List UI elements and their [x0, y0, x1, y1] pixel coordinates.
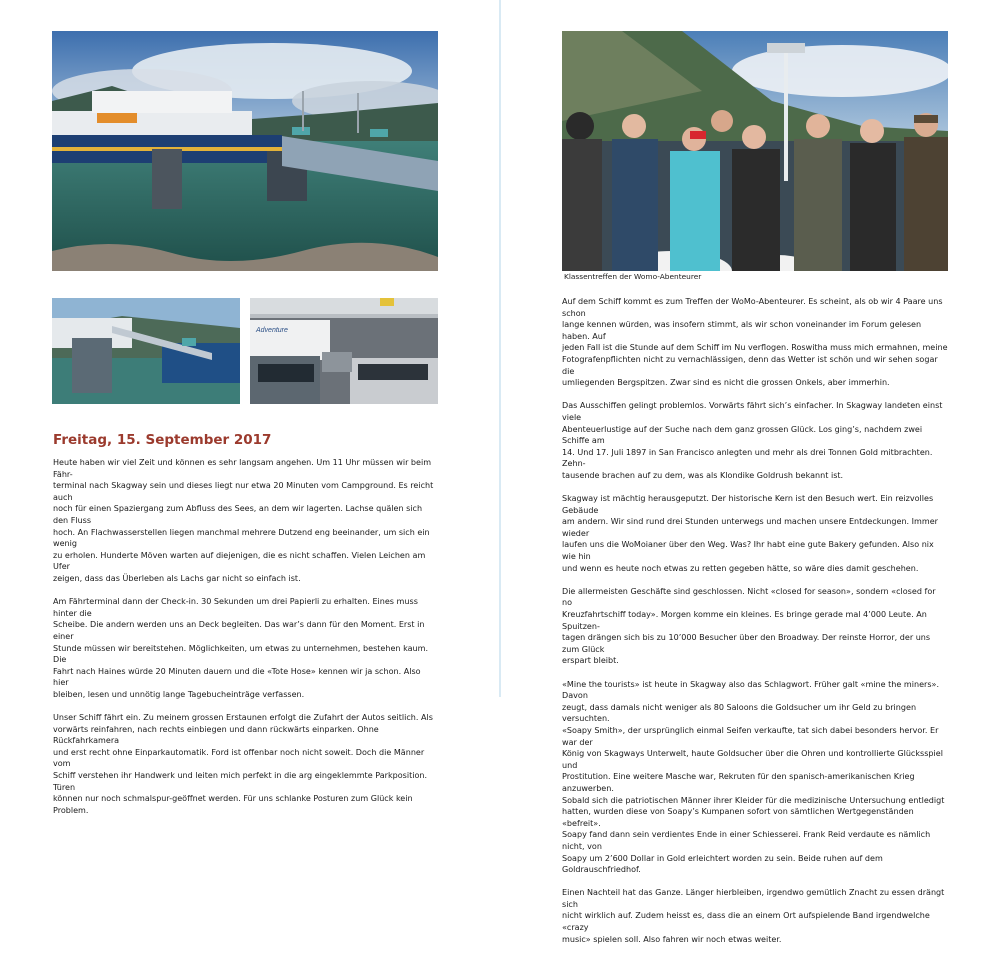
text-line: Unser Schiff fährt ein. Zu meinem grossen Erstaunen erfolgt die Zufahrt der Autos seitlich. Als [53, 713, 433, 723]
text-line: music» spielen soll. Also fahren wir noch etwas weiter. [562, 934, 782, 944]
paragraph [562, 400, 948, 481]
text-line: Fahrt nach Haines würde 20 Minuten dauern und die «Tote Hose» kennen wir ja schon. Also hier [53, 666, 421, 688]
paragraph [53, 596, 438, 700]
text-line: «Mine the tourists» ist heute in Skagway also das Schlagwort. Früher galt «mine the miners». Davon [562, 679, 940, 701]
text-line: Soapy fand dann sein verdientes Ende in einer Schiesserei. Frank Reid verdaute es nämlich nicht, von [562, 830, 931, 851]
text-line: Skagway ist mächtig herausgeputzt. Der historische Kern ist den Besuch wert. Ein reizvolles Gebäude [562, 494, 934, 515]
paragraph [562, 887, 948, 945]
text-line: umliegenden Bergspitzen. Zwar sind es nicht die grossen Onkels, aber immerhin. [562, 378, 890, 388]
text-line: Kreuzfahrtschiff today». Morgen komme ein kleines. Es bringe gerade mal 4’000 Leute. An Spuitzen- [562, 610, 927, 631]
text-line: zeugt, dass damals nicht weniger als 80 Saloons die Goldsucher um ihr Geld zu bringen versuchten. [562, 702, 917, 724]
paragraph [53, 712, 438, 816]
text-line: und erst recht ohne Einparkautomatik. Ford ist offenbar noch nicht soweit. Doch die Männer vom [53, 747, 425, 769]
text-line: Stunde müssen wir bereitstehen. Möglichkeiten, um etwas zu unternehmen, bestehen kaum. Die [53, 643, 429, 665]
text-line: Heute haben wir viel Zeit und können es sehr langsam angehen. Um 11 Uhr müssen wir beim Fähr- [53, 458, 432, 479]
text-line: zeigen, dass das Überleben als Lachs gar nicht so einfach ist. [53, 573, 301, 583]
text-line: noch für einen Spaziergang zum Abfluss des Sees, an dem wir lagerten. Lachse quälen sich den Fluss [53, 504, 423, 525]
text-line: bleiben, lesen und unnötig lange Tagebucheinträge verfassen. [53, 689, 305, 699]
text-line: Auf dem Schiff kommt es zum Treffen der WoMo-Abenteurer. Es scheint, als ob wir 4 Paare uns schon [562, 297, 943, 318]
photo-caption: Klassentreffen der Womo-Abenteurer [564, 272, 702, 281]
text-line: Sobald sich die patriotischen Männer ihrer Kleider für die medizinische Untersuchung entledigt [562, 795, 945, 805]
paragraph [562, 586, 948, 667]
text-line: zu erholen. Hunderte Möven warten auf diejenigen, die es nicht schaffen. Vielen Leichen am Ufer [53, 550, 426, 572]
text-line: erspart bleibt. [562, 656, 619, 666]
text-line: «Soapy Smith», der ursprünglich einmal Seifen verkaufte, tat sich dabei besonders hervor. Er war der [562, 725, 939, 747]
text-line: Schiff verstehen ihr Handwerk und leiten mich perfekt in die arg eingeklemmte Parkposition. Türen [53, 771, 428, 792]
car-deck-sign: Adventure [256, 327, 288, 334]
right-text-column [562, 296, 948, 957]
text-line: Soapy um 2’600 Dollar in Gold erleichtert worden zu sein. Beide ruhen auf dem Goldrauschfriedhof. [562, 853, 883, 875]
day-heading: Freitag, 15. September 2017 [53, 432, 272, 448]
text-line: Das Ausschiffen gelingt problemlos. Vorwärts fährt sich’s einfacher. In Skagway landeten einst viele [562, 401, 943, 422]
paragraph [562, 296, 948, 389]
text-line: hoch. An Flachwasserstellen liegen manchmal mehrere Dutzend eng beeinander, um sich ein wenig [53, 527, 430, 549]
paragraph [562, 493, 948, 574]
text-line: tagen drängen sich bis zu 10’000 Besucher über den Broadway. Der reinste Horror, der uns zum Glück [562, 633, 931, 654]
text-line: Prostitution. Eine weitere Masche war, Rekruten für den spanisch-amerikanischen Krieg anzuwerben. [562, 772, 915, 793]
text-line: am andern. Wir sind rund drei Stunden unterwegs und machen unsere Entdeckungen. Immer wieder [562, 517, 938, 538]
text-line: lange kennen würden, was insofern stimmt, als wir schon voneinander im Forum gelesen haben. Auf [562, 320, 922, 341]
text-line: Einen Nachteil hat das Ganze. Länger hierbleiben, irgendwo gemütlich Znacht zu essen drängt sich [562, 888, 945, 909]
text-line: terminal nach Skagway sein und dieses liegt nur etwa 20 Minuten vom Campground. Es reicht auch [53, 481, 434, 502]
paragraph [562, 679, 948, 876]
text-line: König von Skagways Unterwelt, haute Goldsucher über die Ohren und kontrollierte Glücksspiel und [562, 749, 943, 770]
text-line: vorwärts reinfahren, nach rechts einbiegen und dann rückwärts einparken. Ohne Rückfahrkamera [53, 724, 379, 746]
page-gutter [499, 0, 501, 697]
text-line: Am Fährterminal dann der Check-in. 30 Sekunden um drei Papierli zu erhalten. Eines muss hinter die [53, 597, 418, 618]
text-line: Abenteuerlustige auf der Suche nach dem ganz grossen Glück. Los ging’s, nachdem zwei Schiffe am [562, 424, 923, 446]
text-line: jeden Fall ist die Stunde auf dem Schiff im Nu verflogen. Roswitha muss mich ermahnen, meine [562, 343, 948, 353]
paragraph [53, 457, 438, 585]
group-photo [562, 31, 948, 271]
dock-pier-photo [52, 298, 240, 404]
car-deck-photo [250, 298, 438, 404]
ferry-dock-photo [52, 31, 438, 271]
text-line: Die allermeisten Geschäfte sind geschlossen. Nicht «closed for season», sondern «closed for no [562, 586, 936, 608]
text-line: tausende brachen auf zu dem, was als Klondike Goldrush bekannt ist. [562, 470, 844, 480]
text-line: können nur noch schmalspur-geöffnet werden. Für uns schlanke Posturen zum Glück kein Problem. [53, 794, 413, 815]
text-line: Scheibe. Die andern werden uns an Deck begleiten. Das war’s dann für den Moment. Erst in einer [53, 620, 425, 641]
text-line: 14. Und 17. Juli 1897 in San Francisco anlegten und mehr als drei Tonnen Gold mitbrachten. Zehn- [562, 447, 933, 469]
text-line: nicht wirklich auf. Zudem heisst es, dass die an einem Ort aufspielende Band irgendwelche «crazy [562, 911, 930, 933]
text-line: hatten, wurden diese von Soapy’s Kumpanen sofort von sämtlichen Wertgegenständen «befreit». [562, 807, 914, 828]
text-line: und wenn es heute noch etwas zu retten gegeben hätte, so wäre dies damit geschehen. [562, 563, 919, 573]
text-line: Fotografenpflichten nicht zu vernachlässigen, denn das Wetter ist schön und wir sehen sogar die [562, 354, 938, 376]
left-text-column [53, 457, 438, 828]
text-line: laufen uns die WoMoianer über den Weg. Was? Ihr habt eine gute Bakery gefunden. Also nix wie hin [562, 540, 934, 562]
